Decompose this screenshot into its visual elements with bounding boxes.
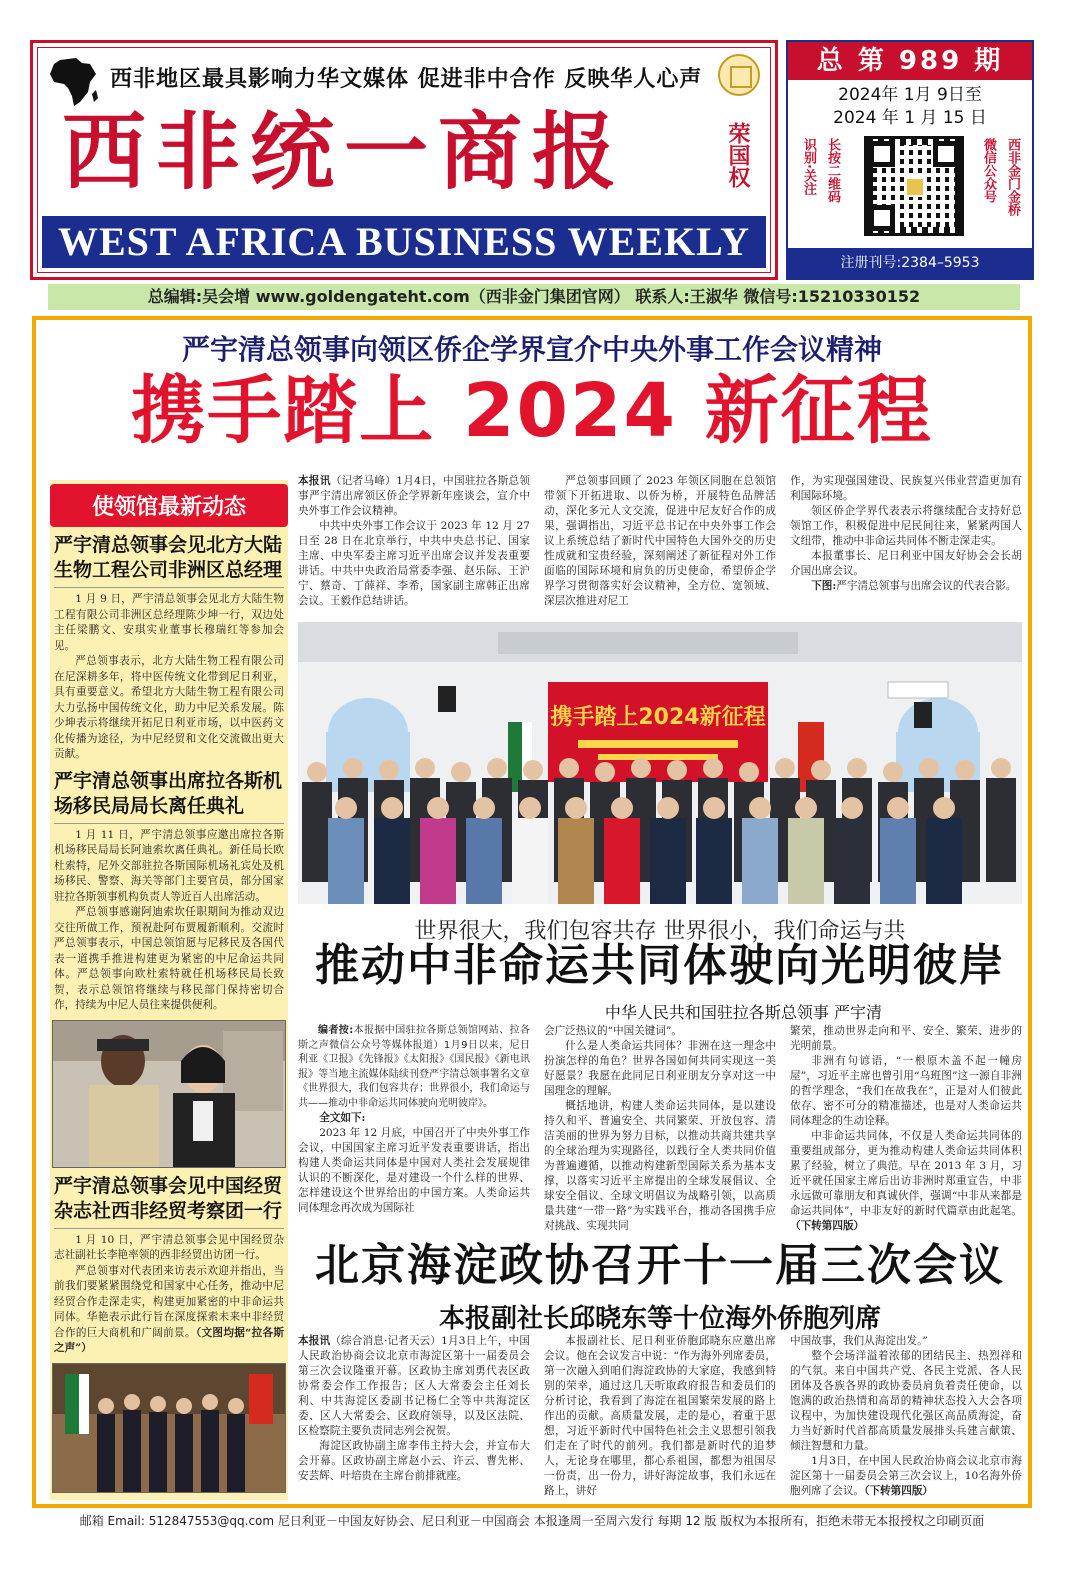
group-photo-illustration [298,622,1022,904]
paragraph [790,1454,1022,1499]
paragraph: 非洲有句谚语，“一根原木盖不起一幢房屋”，习近平主席也曾引用“乌班图”这一源自非洲的哲学理念，“我们在故我在”，正是对人们彼此依存、密不可分的精准描述，也是对人类命运共同体理念的生动诠释。 [790,1055,1022,1127]
issue-box [786,40,1034,280]
date-line-2: 2024 年 1 月 15 日 [833,108,987,128]
photo-credit: （文图均据“拉各斯之声”） [54,1326,284,1354]
paragraph [298,474,530,519]
lead-headline: 携手踏上 2024 新征程 [131,368,933,454]
article2-headline: 推动中非命运共同体驶向光明彼岸 [315,940,1005,991]
article2-kicker: 世界很大，我们包容共存 世界很小，我们命运与共 [414,919,906,944]
masthead-slogan: 西非地区最具影响力华文媒体 促进非中合作 反映华人心声 [110,67,703,92]
seal-icon [718,54,760,96]
lead-article-col-1 [298,474,530,609]
paragraph [54,1264,284,1357]
news-item-title: 严宇清总领事出席拉各斯机场移民局局长离任典礼 [54,769,284,824]
scan-hint-a: 长按二维码 [825,138,840,203]
scan-hint-b: 识别·关注 [801,138,816,195]
editor-note-label: 编者按: [318,1025,354,1036]
news-item-body [54,1233,284,1357]
photo-illustration [53,1021,286,1168]
masthead-inner [37,47,771,273]
page-footer: 邮箱 Email: 512847553@qq.com 尼日利亚－中国友好协会、尼日利亚－中国商会 本报逢周一至周六发行 每期 12 版 版权为本报所有，拒绝未带无本报授权之印刷页面 [79,1514,985,1528]
news-item-title: 严宇清总领事会见中国经贸杂志社西非经贸考察团一行 [54,1174,284,1229]
editor-note [298,1024,530,1111]
paragraph: 1 月 11 日，严宇清总领事应邀出席拉各斯机场移民局局长阿迪索坎离任典礼。新任局长欧杜索特，尼外交部驻拉各斯国际机场礼宾处及机场移民、警察、海关等部门主要官员，部分国家驻拉各斯领事机构负责人等近百人出席活动。 [54,828,284,903]
lead-article-col-2 [544,474,776,609]
article2-body [298,1024,1022,1234]
content-frame [32,316,1032,1508]
paragraph: 1 月 10 日，严宇清总领事会见中国经贸杂志社副社长李艳率领的西非经贸出访团一行。 [54,1233,284,1261]
continued-link[interactable]: （下转第四版） [790,1220,865,1232]
full-text-label: 全文如下: [319,1112,366,1124]
caption-label: 下图: [811,580,837,592]
paragraph: 严总领事表示，北方大陆生物工程有限公司在尼深耕多年，将中医传统文化带到尼日利亚，具有重要意义。希望北方大陆生物工程有限公司大力弘扬中国传统文化，助力中尼关系发展。陈少坤表示将继续开拓尼日利亚市场，以中医药文化传播为途径，为中尼经贸和文化交流做出更大贡献。 [54,655,284,760]
paragraph: 会广泛热议的“中国关键词”。 [544,1025,682,1037]
paragraph: 严总领事感谢阿迪索坎任职期间为推动双边交往所做工作，预祝赴阿布贾履新顺利。交流时严总领事表示，中国总领馆愿与尼移民及各国代表一道携手推进构建更为紧密的中尼命运共同体。严总领事向欧杜索特就任机场移民局长致贺，表示总领馆将继续与移民部门保持密切合作，持续为中尼人员往来提供便利。 [54,906,284,1011]
paragraph-text: 1月3日，在中国人民政治协商会议北京市海淀区第十一届委员会第三次会议上，10名海外侨胞列席了会议。 [790,1455,1022,1497]
continued-link[interactable]: （下转第四版） [864,1485,934,1497]
news-item-body [54,828,284,1014]
registration-number: 注册刊号:2384–5953 [788,248,1032,278]
group-photo [298,622,1022,904]
article3-col-3 [790,1334,1022,1499]
paragraph: 2023 年 12 月底，中国召开了中央外事工作会议，中国国家主席习近平发表重要讲话，指出构建人类命运共同体是中国对人类社会发展规律认识的不断深化，是对建设一个什么样的世界、怎样建设这个世界给出的中国方案。人类命运共同体理念再次成为国际社 [298,1127,530,1214]
qr-code-icon[interactable] [864,136,964,236]
paragraph-text: （综合消息·记者天云）1月3日上午，中国人民政治协商会议北京市海淀区第十一届委员会第三次会议隆重开幕。区政协主席刘勇代表区政协常委会作工作报告；区人大常委会主任刘长利、中共海淀区委副书记杨仁全等中共海淀区委、区人大常委会、区政府领导，以及区法院、区检察院主要负责同志列会祝贺。 [298,1335,530,1437]
date-line-1: 2024年 1月 9日至 [838,85,982,105]
paragraph: 什么是人类命运共同体？非洲在这一理念中扮演怎样的角色？世界各国如何共同实现这一美好愿景？我愿在此同尼日利亚朋友分享对这一中国理念的理解。 [544,1040,776,1097]
article3-col-1 [298,1334,530,1484]
dateline-label: 本报讯 [298,1335,331,1347]
paragraph: 整个会场洋溢着浓郁的团结民主、热烈祥和的气氛。来自中国共产党、各民主党派、各人民团体及各族各界的政协委员肩负着责任使命，以饱满的政治热情和高昂的精神状态投入大会各项议程中，为加快建设现代化强区高品质海淀，奋力当好新时代首都高质量发展排头兵建言献策、倾注智慧和力量。 [790,1350,1022,1452]
calligraphy-signature: 荣国权 [725,122,751,188]
issue-dates [788,80,1032,130]
news-item-title: 严宇清总领事会见北方大陆生物工程公司非洲区总经理 [54,533,284,588]
news-item-body [54,592,284,763]
qr-area [788,132,1032,250]
paragraph: 作，为实现强国建设、民族复兴伟业营造更加有利国际环境。 [790,475,1022,502]
lead-kicker: 严宇清总领事向领区侨企学界宣介中央外事工作会议精神 [181,333,882,366]
paragraph: 中国故事，我们从海淀出发。” [790,1335,928,1347]
paragraph: 繁荣，推动世界走向和平、安全、繁荣、进步的光明前景。 [790,1025,1022,1052]
article2-col-2 [544,1024,776,1234]
article2-col-1 [298,1024,530,1216]
article3-headline: 北京海淀政协召开十一届三次会议 [315,1240,1005,1291]
article3-col-2 [544,1334,776,1499]
caption-text: 严宇清总领事与出席会议的代表合影。 [836,580,1017,592]
masthead-title-en: WEST AFRICA BUSINESS WEEKLY [42,216,766,268]
editor-note-text: 本报据中国驻拉各斯总领馆网站、拉各斯之声微信公众号等媒体报道）1月9日以来，尼日利亚《卫报》《先锋报》《太阳报》《国民报》《新电讯报》等当地主流媒体陆续刊登严宇清总领事署名文章《世界很大，我们包容共存；世界很小，我们命运与共——推动中非命运共同体驶向光明彼岸》。 [298,1025,531,1109]
lead-article-col-3 [790,474,1022,594]
paragraph: 本报副社长、尼日利亚侨胞邱晓东应邀出席会议。他在会议发言中说：“作为海外列席委员，第一次融入到咱们海淀政协的大家庭，我感到特别的荣幸，通过这几天听取政府报告和委员们的分析讨论，我看到了海淀在祖国繁荣发展的路上作出的贡献。高质量发展，走的是心，着重于思想，习近平新时代中国特色社会主义思想引领我们走在了时代的前列。我们都是新时代的追梦人，无论身在哪里，都心系祖国，都想为祖国尽一份责，出一份力，讲好海淀故事，我们永远在路上，讲好 [544,1335,776,1497]
lead-article-body [298,474,1022,620]
masthead-title-cn: 西非统一商报 [62,102,627,201]
article3-body [298,1334,1022,1502]
paragraph: 本报董事长、尼日利亚中国友好协会会长胡介国出席会议。 [790,550,1022,577]
dateline-label: 本报讯 [298,475,331,487]
issue-number: 总 第 989 期 [788,42,1032,80]
article2-byline: 中华人民共和国驻拉各斯总领事 严宇清 [604,1003,882,1022]
paragraph [298,1334,530,1439]
contact-info-bar: 总编辑:吴会增 www.goldengateht.com（西非金门集团官网） 联系人:王淑华 微信号:15210330152 [48,284,1020,310]
paragraph: 严总领事回顾了 2023 年领区同胞在总领馆带领下开拓进取、以侨为桥，开展特色品牌活动，深化多元人文交流，促进中尼友好合作的成果，强调指出，习近平总书记在中央外事工作会议上系统总结了新时代中国特色大国外交的历史性成就和宝贵经验，深刻阐述了新征程对外工作面临的国际环境和肩负的历史使命，希望侨企学界学习贯彻落实好会议精神，全方位、宽领域、深层次推进对尼工 [544,475,776,607]
consulate-news-column [50,480,288,1500]
article2-col-3 [790,1024,1022,1234]
paragraph-text: 中非命运共同体，不仅是人类命运共同体的重要组成部分，更为推动构建人类命运共同体积累了经验，树立了典范。早在 2013 年 3 月，习近平就任国家主席后出访非洲时郑重宣告，中非永远做可靠朋友和真诚伙伴，强调“中非从来都是命运共同体”，中非友好的新时代篇章由此起笔。 [790,1130,1022,1217]
paragraph: 海淀区政协副主席李伟主持大会，并宣布大会开幕。区政协副主席赵小云、许云、曹先彬、安芸辉、叶培贵在主席台前排就座。 [298,1440,530,1482]
paragraph: 中共中央外事工作会议于 2023 年 12 月 27 日至 28 日在北京举行，中共中央总书记、国家主席、中央军委主席习近平出席会议并发表重要讲话。中共中央政治局常委李强、赵乐际、王沪宁、蔡奇、丁薛祥、李希，国家副主席韩正出席会议。王毅作总结讲话。 [298,520,530,607]
banner-text: 携手踏上2024新征程 [550,705,766,730]
photo-illustration [53,1364,286,1493]
wechat-hint-a: 微信公众号 [981,138,996,203]
paragraph: 概括地讲，构建人类命运共同体，是以建设持久和平、普遍安全、共同繁荣、开放包容、清洁美丽的世界为努力目标，以推动共商共建共享的全球治理为实现路径，以践行全人类共同价值为普遍遵循，以推动构建新型国际关系为基本支撑，以落实习近平主席提出的全球发展倡议、全球安全倡议、全球文明倡议为战略引领，以高质量共建“一带一路”为实践平台，推动各国携手应对挑战、实现共同 [544,1100,776,1232]
photo-delegation [52,1363,286,1493]
masthead [30,40,778,280]
paragraph-text: 严总领事对代表团来访表示欢迎并指出，当前我们要紧紧围绕党和国家中心任务，推动中尼经贸合作走深走实，构建更加紧密的中非命运共同体。华艳表示此行旨在深度探索未来中非经贸合作的巨大商机和广阔前景。 [54,1264,284,1339]
wechat-hint-b: 西非金门金桥 [1005,138,1020,216]
article3-subhead: 本报副社长邱晓东等十位海外侨胞列席 [438,1304,881,1334]
photo-caption [790,579,1022,594]
photo-consul-with-officer [52,1020,286,1168]
paragraph: 1 月 9 日，严宇清总领事会见北方大陆生物工程有限公司非洲区总经理陈少坤一行，双边处主任梁鹏文、安琪实业董事长穆瑞红等参加会见。 [54,593,284,652]
paragraph [790,1129,1022,1234]
paragraph: 领区侨企学界代表表示将继续配合支持好总领馆工作，积极促进中尼民间往来，紧紧两国人文纽带，推动中非命运共同体不断走深走实。 [790,505,1022,547]
section-tag: 使领馆最新动态 [50,484,288,527]
paragraph-text: （记者马峰）1月4日，中国驻拉各斯总领事严宇清出席领区侨企学界新年座谈会，宣介中央外事工作会议精神。 [298,475,530,517]
